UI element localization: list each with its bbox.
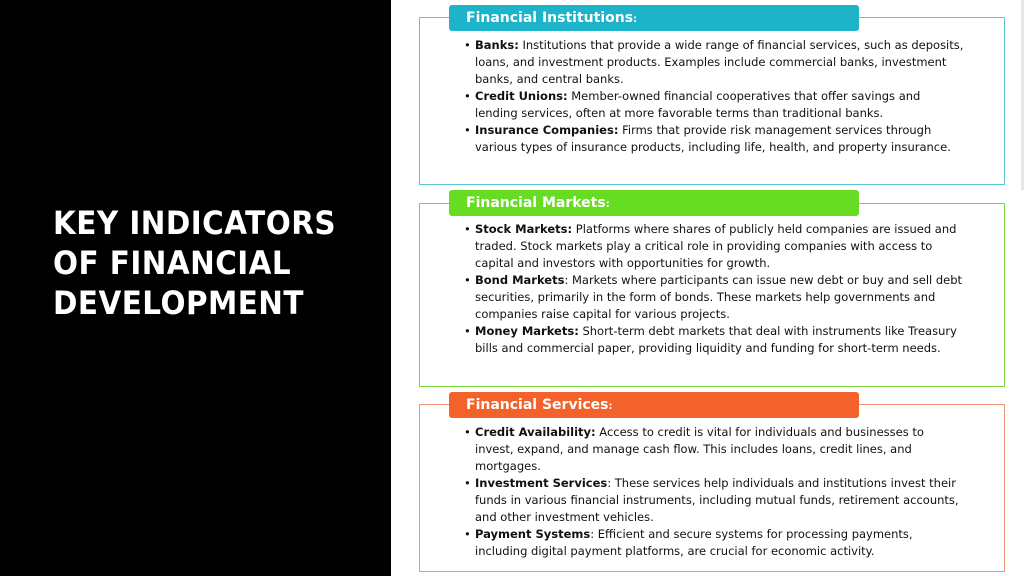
item-term: Payment Systems [475, 527, 591, 541]
markets-header-label: Financial Markets [466, 195, 606, 211]
item-text: Short-term debt markets that deal with instruments like Treasury bills and commercial paper, providing liquidity and funding for short-term needs. [475, 324, 957, 355]
institutions-header-colon: : [633, 14, 638, 25]
item-text: : These services help individuals and institutions invest their funds in various financial instruments, including mutual funds, retirement accounts, and other investment vehicles. [475, 476, 959, 524]
list-item-stock-markets [464, 221, 964, 272]
list-item-money-markets [464, 323, 964, 357]
item-term: Credit Unions: [475, 89, 568, 103]
item-term: Credit Availability: [475, 425, 596, 439]
services-list [464, 424, 964, 560]
list-item-credit-unions [464, 88, 964, 122]
item-text: Institutions that provide a wide range of financial services, such as deposits, loans, and investment products. Examples include commercial banks, investment banks, and central banks. [475, 38, 964, 86]
item-term: Investment Services [475, 476, 608, 490]
slide-title: KEY INDICATORS OF FINANCIAL DEVELOPMENT [53, 204, 337, 322]
markets-header-colon: : [605, 199, 610, 210]
item-term: Money Markets: [475, 324, 579, 338]
item-term: Banks: [475, 38, 519, 52]
list-item-insurance-companies [464, 122, 964, 156]
item-text: : Efficient and secure systems for processing payments, including digital payment platforms, are crucial for economic activity. [475, 527, 913, 558]
item-term: Stock Markets: [475, 222, 573, 236]
services-header [449, 392, 859, 418]
title-panel [0, 0, 391, 576]
markets-list [464, 221, 964, 357]
item-text: : Markets where participants can issue new debt or buy and sell debt securities, primarily in the form of bonds. These markets help governments and companies raise capital for various projects. [475, 273, 963, 321]
item-text: Firms that provide risk management services through various types of insurance products, including life, health, and property insurance. [475, 123, 951, 154]
services-header-colon: : [608, 401, 613, 412]
item-term: Bond Markets [475, 273, 565, 287]
institutions-list [464, 37, 964, 156]
markets-header [449, 190, 859, 216]
item-term: Insurance Companies: [475, 123, 619, 137]
list-item-investment-services [464, 475, 964, 526]
list-item-bond-markets [464, 272, 964, 323]
list-item-credit-availability [464, 424, 964, 475]
item-text: Member-owned financial cooperatives that offer savings and lending services, often at more favorable terms than traditional banks. [475, 89, 921, 120]
item-text: Platforms where shares of publicly held companies are issued and traded. Stock markets play a critical role in providing companies with access to capital and investors with opportunities for growth. [475, 222, 957, 270]
institutions-header-label: Financial Institutions [466, 10, 634, 26]
services-header-label: Financial Services [466, 397, 609, 413]
list-item-banks [464, 37, 964, 88]
institutions-header [449, 5, 859, 31]
list-item-payment-systems [464, 526, 964, 560]
item-text: Access to credit is vital for individuals and businesses to invest, expand, and manage cash flow. This includes loans, credit lines, and mortgages. [475, 425, 924, 473]
